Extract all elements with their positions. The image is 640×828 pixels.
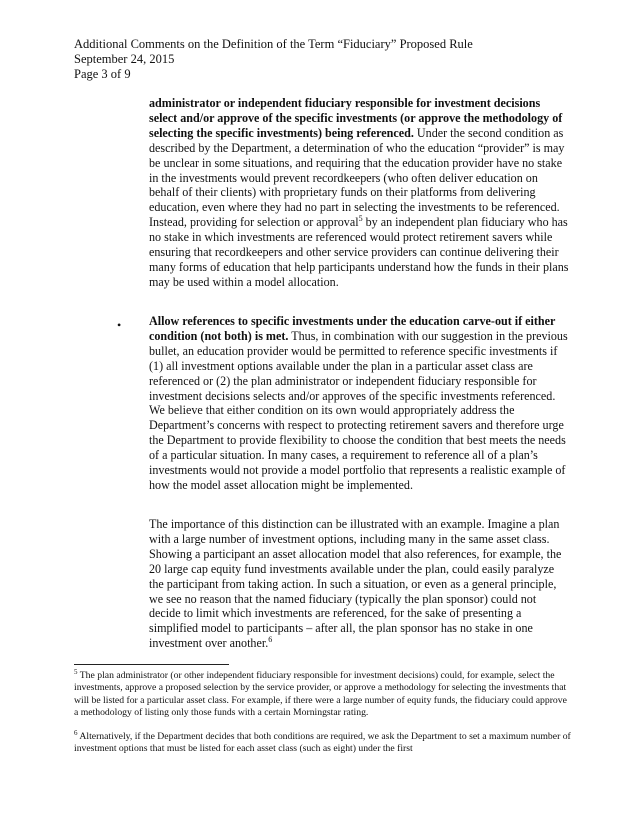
example-paragraph <box>149 517 569 651</box>
footnote-6-text: Alternatively, if the Department decides that both conditions are required, we ask the Department to set a maximum number of investment options that must be listed for each asset class (such as eight) under the first <box>74 731 571 755</box>
bullet-marker: • <box>117 318 122 332</box>
paragraph-continuation <box>149 96 569 290</box>
bullet-bold-lead: Allow references to specific investments under the education carve-out if either condition (not both) is met. <box>149 314 556 343</box>
footnote-6 <box>74 731 572 756</box>
footnote-ref-6[interactable]: 6 <box>268 635 273 645</box>
footnote-5-text: The plan administrator (or other independent fiduciary responsible for investment decisions) could, for example, select the investments, approve a proposed selection by the service provider, or approve a methodology for selecting the investments that will be listed for a particular asset class. For example, if there were a large number of equity funds, the fiduciary could approve a methodology of listing only those funds with a certain Morningstar rating. <box>74 670 567 719</box>
footnote-5-marker: 5 <box>74 668 78 676</box>
header-title: Additional Comments on the Definition of the Term “Fiduciary” Proposed Rule <box>74 37 473 51</box>
bullet-paragraph <box>149 314 569 493</box>
footnote-ref-5[interactable]: 5 <box>358 214 363 224</box>
header-date: September 24, 2015 <box>74 52 175 66</box>
footnote-5 <box>74 670 572 720</box>
footnote-separator <box>74 664 229 665</box>
page-header <box>74 37 594 82</box>
paragraph-text-a: Under the second condition as described by the Department, a determination of who the education “provider” is may be unclear in some situations, and requiring that the education provider have no stake in the investments would prevent recordkeepers (who often deliver education on behalf of their clients) with proprietary funds on their platforms from delivering education, even where they had no part in selecting the investments to be referenced. Instead, providing for selection or approval <box>149 125 565 230</box>
example-paragraph-text: The importance of this distinction can be illustrated with an example. Imagine a plan with a large number of investment options, including many in the same asset class. Showing a participant an asset allocation model that also references, for example, the 20 large cap equity fund investments available under the plan, could easily paralyze the participant from taking action. In such a situation, or even as a general principle, we see no reason that the named fiduciary (typically the plan sponsor) could not decide to limit which investments are referenced, for the sake of presenting a simplified model to participants – after all, the plan sponsor has no stake in one investment over another. <box>149 517 562 651</box>
paragraph-text-b: by an independent plan fiduciary who has no stake in which investments are referenced would protect retirement savers while ensuring that recordkeepers and other service providers can continue delivering their many forms of education that help participants understand how the funds in their plans may be used within a model allocation. <box>149 215 569 289</box>
paragraph-bold-lead: administrator or independent fiduciary responsible for investment decisions select and/or approve of the specific investments (or approve the methodology of selecting the specific investments) being referenced. <box>149 96 563 140</box>
footnote-6-marker: 6 <box>74 729 78 737</box>
header-page-number: Page 3 of 9 <box>74 67 131 81</box>
bullet-text: Thus, in combination with our suggestion in the previous bullet, an education provider would be permitted to reference specific investments if (1) all investment options available under the plan in a particular asset class are referenced or (2) the plan administrator or independent fiduciary responsible for investment decisions selects and/or approves of the specific investments referenced. We believe that either condition on its own would appropriately address the Department’s concerns with respect to protecting retirement savers and therefore urge the Department to provide flexibility to choose the condition that best meets the needs of a particular situation. In many cases, a requirement to reference all of a plan’s investments would not provide a model portfolio that represents a realistic example of how the model asset allocation might be implemented. <box>149 328 568 492</box>
